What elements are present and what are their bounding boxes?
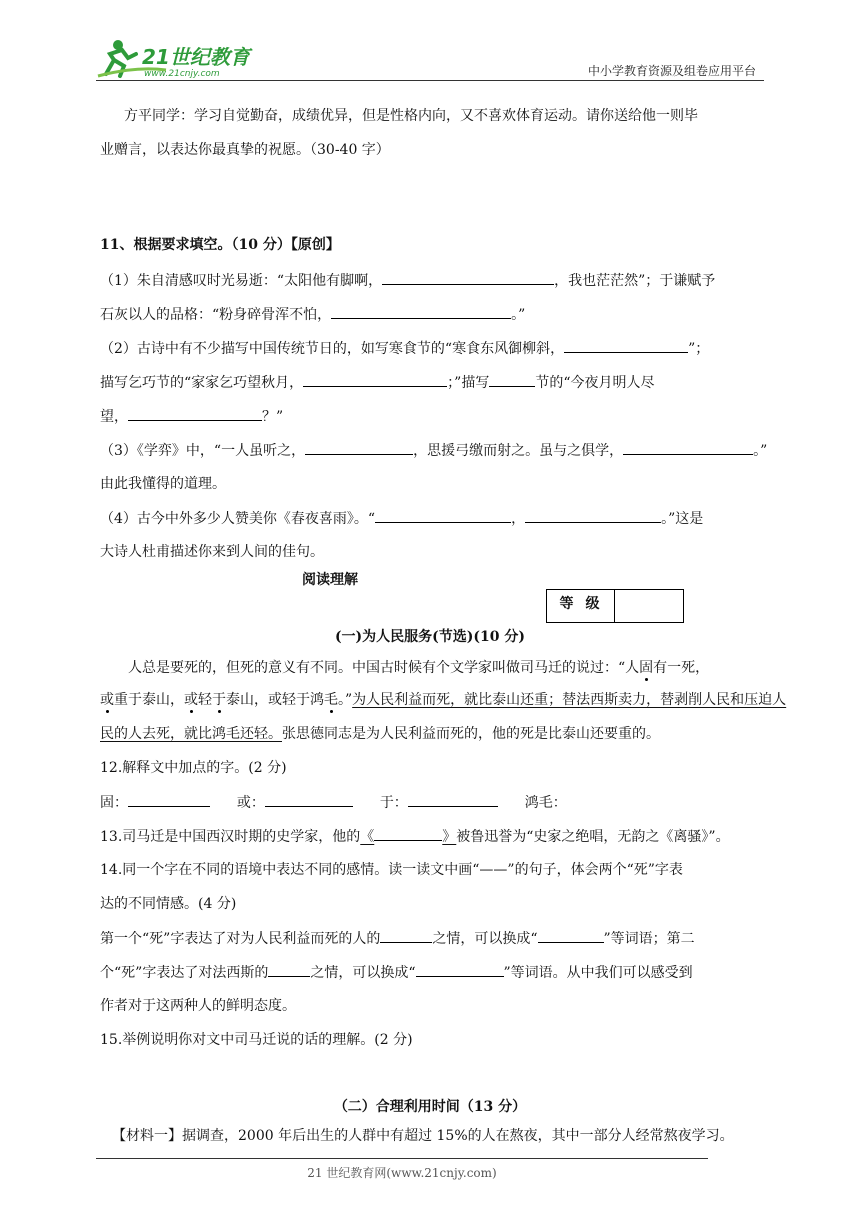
blank[interactable] (538, 928, 604, 943)
blank[interactable] (303, 372, 447, 387)
q11-p2-line2: 描写乞巧节的“家家乞巧望秋月， ；”描写 节的“今夜月明人尽 (100, 372, 655, 393)
intro-line-1: 方平同学：学习自觉勤奋，成绩优异，但是性格内向，又不喜欢体育运动。请你送给他一则毕 (124, 108, 698, 124)
reading-heading: 阅读理解 (302, 572, 358, 588)
blank[interactable] (623, 440, 753, 455)
q14-line-1: 14.同一个字在不同的语境中表达不同的感情。读一读文中画“——”的句子，体会两个“死”字表 (100, 862, 683, 878)
section2-title: （二）合理利用时间（13 分） (333, 1099, 527, 1115)
q15-prompt: 15.举例说明你对文中司马迁说的话的理解。(2 分) (100, 1032, 413, 1048)
q14-line-4: 个“死”字表达了对法西斯的 之情，可以换成“ ”等词语。从中我们可以感受到 (100, 962, 693, 983)
q14-line-5: 作者对于这两种人的鲜明态度。 (100, 998, 296, 1014)
q11-title: 11、根据要求填空。（10 分）【原创】 (100, 237, 340, 253)
q11-p2-line1: （2）古诗中有不少描写中国传统节日的，如写寒食节的“寒食东风御柳斜， ”； (100, 338, 709, 359)
q13-prompt: 13.司马迁是中国西汉时期的史学家，他的《 》被鲁迅誉为“史家之绝唱，无韵之《离骚》”。 (100, 826, 730, 847)
blank[interactable] (380, 928, 432, 943)
blank[interactable] (564, 338, 688, 353)
blank[interactable] (128, 406, 262, 421)
material-1: 【材料一】据调查，2000 年后出生的人群中有超过 15%的人在熬夜，其中一部分人经常熬夜学习。 (112, 1128, 734, 1144)
logo-text: 21世纪教育 (142, 45, 250, 69)
dotted-char: 于 (212, 692, 226, 708)
section1-title: (一)为人民服务(节选)(10 分) (334, 629, 526, 645)
underlined-sentence: 为人民利益而死，就比泰山还重；替法西斯卖力，替剥削人民和压迫人 (352, 692, 787, 708)
platform-name: 中小学教育资源及组卷应用平台 (587, 64, 756, 78)
q14-line-3: 第一个“死”字表达了对为人民利益而死的人的 之情，可以换成“ ”等词语；第二 (100, 928, 695, 949)
blank[interactable] (382, 270, 554, 285)
blank[interactable] (305, 440, 413, 455)
blank[interactable] (374, 826, 442, 841)
passage-line-1: 人总是要死的，但死的意义有不同。中国古时候有个文学家叫做司马迁的说过：“人固有一死， (128, 660, 710, 676)
logo-url: www.21cnjy.com (144, 69, 220, 79)
passage-line-3: 民的人去死，就比鸿毛还轻。张思德同志是为人民利益而死的，他的死是比泰山还要重的。 (100, 726, 660, 742)
q12-prompt: 12.解释文中加点的字。(2 分) (100, 760, 287, 776)
blank[interactable] (525, 508, 661, 523)
blank[interactable] (265, 792, 353, 807)
q11-p1-line1: （1）朱自清感叹时光易逝：“太阳他有脚啊， ，我也茫茫然”；于谦赋予 (100, 270, 715, 291)
dotted-char: 或 (100, 692, 114, 708)
header-divider (96, 80, 764, 81)
dotted-char: 毛 (324, 692, 338, 708)
runner-logo-icon (96, 36, 256, 82)
passage-line-2: 或重于泰山，或轻于泰山，或轻于鸿毛。”为人民利益而死，就比泰山还重；替法西斯卖力，替剥削人民和压迫人 (100, 692, 787, 708)
dotted-char: 固 (639, 660, 654, 676)
q14-line-2: 达的不同情感。(4 分) (100, 896, 237, 912)
underlined-sentence: 民的人去死，就比鸿毛还轻。 (100, 726, 282, 742)
dotted-char: 或 (184, 692, 198, 708)
q11-p1-line2: 石灰以人的品格：“粉身碎骨浑不怕， 。” (100, 304, 525, 325)
q12-answers: 固： 或： 于： 鸿毛： (100, 792, 567, 813)
blank[interactable] (416, 962, 504, 977)
q11-p2-line3: 望， ？” (100, 406, 283, 427)
grade-box (546, 589, 684, 623)
footer-text: 21 世纪教育网(www.21cnjy.com) (307, 1166, 497, 1180)
q11-p4-line1: （4）古今中外多少人赞美你《春夜喜雨》。“ ， 。”这是 (100, 508, 703, 529)
q11-p3-line2: 由此我懂得的道理。 (100, 476, 226, 492)
grade-label: 等级 (547, 590, 615, 622)
blank[interactable] (408, 792, 498, 807)
blank[interactable] (128, 792, 210, 807)
blank[interactable] (268, 962, 310, 977)
q11-p4-line2: 大诗人杜甫描述你来到人间的佳句。 (100, 544, 324, 560)
site-logo (96, 36, 256, 82)
blank[interactable] (375, 508, 511, 523)
footer-divider (96, 1158, 708, 1159)
blank[interactable] (331, 304, 511, 319)
q11-p3-line1: （3）《学弈》中，“一人虽听之， ，思援弓缴而射之。虽与之俱学， 。” (100, 440, 767, 461)
blank[interactable] (489, 372, 535, 387)
intro-line-2: 业赠言，以表达你最真挚的祝愿。（30-40 字） (100, 142, 390, 158)
